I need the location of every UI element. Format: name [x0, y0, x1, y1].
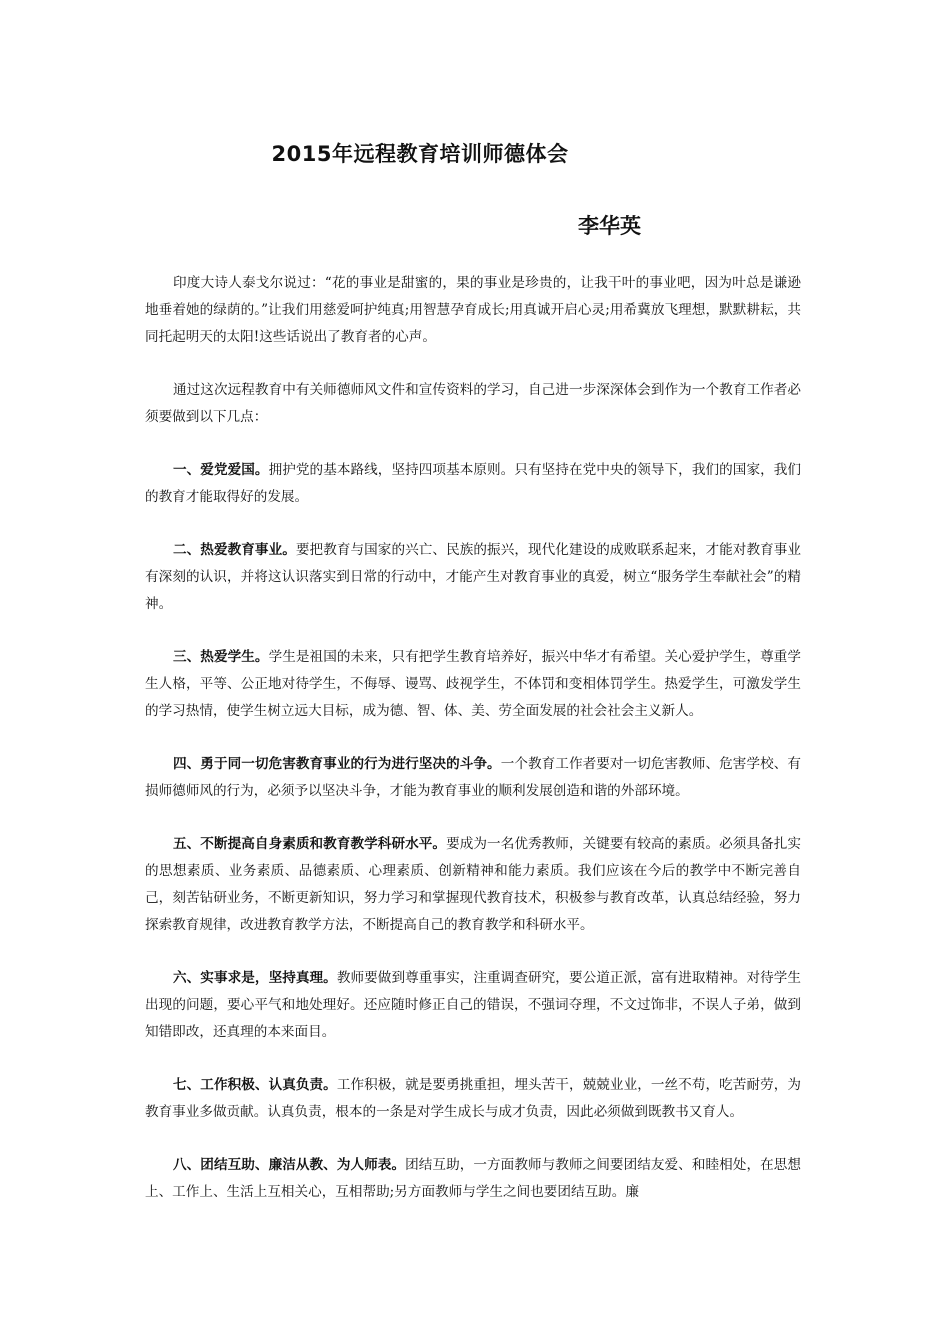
paragraph-point-7: [145, 1072, 801, 1126]
paragraph-text: 学生是祖国的未来，只有把学生教育培养好，振兴中华才有希望。关心爱护学生，尊重学生人格，平等、公正地对待学生，不侮辱、谩骂、歧视学生，不体罚和变相体罚学生。热爱学生，可激发学生的学习热情，使学生树立远大目标，成为德、智、体、美、劳全面发展的社会社会主义新人。: [145, 649, 802, 719]
paragraph-heading: 四、勇于同一切危害教育事业的行为进行坚决的斗争。: [173, 756, 501, 772]
document-body: [145, 270, 801, 1232]
paragraph-text: 教师要做到尊重事实，注重调查研究，要公道正派，富有进取精神。对待学生出现的问题，要心平气和地处理好。还应随时修正自己的错误，不强词夺理，不文过饰非，不误人子弟，做到知错即改，还真理的本来面目。: [145, 970, 801, 1040]
document-author: 李华英: [578, 214, 641, 238]
paragraph-heading: 一、爱党爱国。: [173, 462, 269, 478]
paragraph-intro: [145, 270, 801, 351]
paragraph-text: 要把教育与国家的兴亡、民族的振兴，现代化建设的成败联系起来，才能对教育事业有深刻的认识，并将这认识落实到日常的行动中，才能产生对教育事业的真爱，树立“服务学生奉献社会”的精神。: [145, 542, 802, 612]
paragraph-text: 拥护党的基本路线，坚持四项基本原则。只有坚持在党中央的领导下，我们的国家，我们的教育才能取得好的发展。: [145, 462, 802, 505]
paragraph-heading: 七、工作积极、认真负责。: [173, 1077, 337, 1093]
paragraph-text: 工作积极，就是要勇挑重担，埋头苦干，兢兢业业，一丝不苟，吃苦耐劳，为教育事业多做贡献。认真负责，根本的一条是对学生成长与成才负责，因此必须做到既教书又育人。: [145, 1077, 801, 1120]
paragraph-point-3: [145, 644, 801, 725]
paragraph-heading: 六、实事求是，坚持真理。: [173, 970, 337, 986]
paragraph-point-5: [145, 831, 801, 939]
paragraph-point-1: [145, 457, 801, 511]
paragraph-heading: 五、不断提高自身素质和教育教学科研水平。: [173, 836, 447, 852]
paragraph-text: 印度大诗人泰戈尔说过：“花的事业是甜蜜的，果的事业是珍贵的，让我干叶的事业吧，因为叶总是谦逊地垂着她的绿荫的。”让我们用慈爱呵护纯真;用智慧孕育成长;用真诚开启心灵;用希冀放飞理想，默默耕耘，共同托起明天的太阳!这些话说出了教育者的心声。: [145, 275, 801, 345]
paragraph-heading: 八、团结互助、廉洁从教、为人师表。: [173, 1157, 406, 1173]
paragraph-heading: 二、热爱教育事业。: [173, 542, 296, 558]
paragraph-text: 通过这次远程教育中有关师德师风文件和宣传资料的学习，自己进一步深深体会到作为一个教育工作者必须要做到以下几点：: [145, 382, 801, 425]
paragraph-text: 团结互助，一方面教师与教师之间要团结友爱、和睦相处，在思想上、工作上、生活上互相关心，互相帮助;另方面教师与学生之间也要团结互助。廉: [145, 1157, 801, 1200]
paragraph-heading: 三、热爱学生。: [173, 649, 269, 665]
paragraph-point-4: [145, 751, 801, 805]
paragraph-study: [145, 377, 801, 431]
paragraph-point-6: [145, 965, 801, 1046]
paragraph-point-2: [145, 537, 801, 618]
document-title: 2015年远程教育培训师德体会: [271, 142, 569, 166]
paragraph-text: 一个教育工作者要对一切危害教师、危害学校、有损师德师风的行为，必须予以坚决斗争，才能为教育事业的顺利发展创造和谐的外部环境。: [145, 756, 802, 799]
paragraph-text: 要成为一名优秀教师，关键要有较高的素质。必须具备扎实的思想素质、业务素质、品德素质、心理素质、创新精神和能力素质。我们应该在今后的教学中不断完善自己，刻苦钻研业务，不断更新知识，努力学习和掌握现代教育技术，积极参与教育改革，认真总结经验，努力探索教育规律，改进教育教学方法，不断提高自己的教育教学和科研水平。: [145, 836, 802, 933]
paragraph-point-8: [145, 1152, 801, 1206]
